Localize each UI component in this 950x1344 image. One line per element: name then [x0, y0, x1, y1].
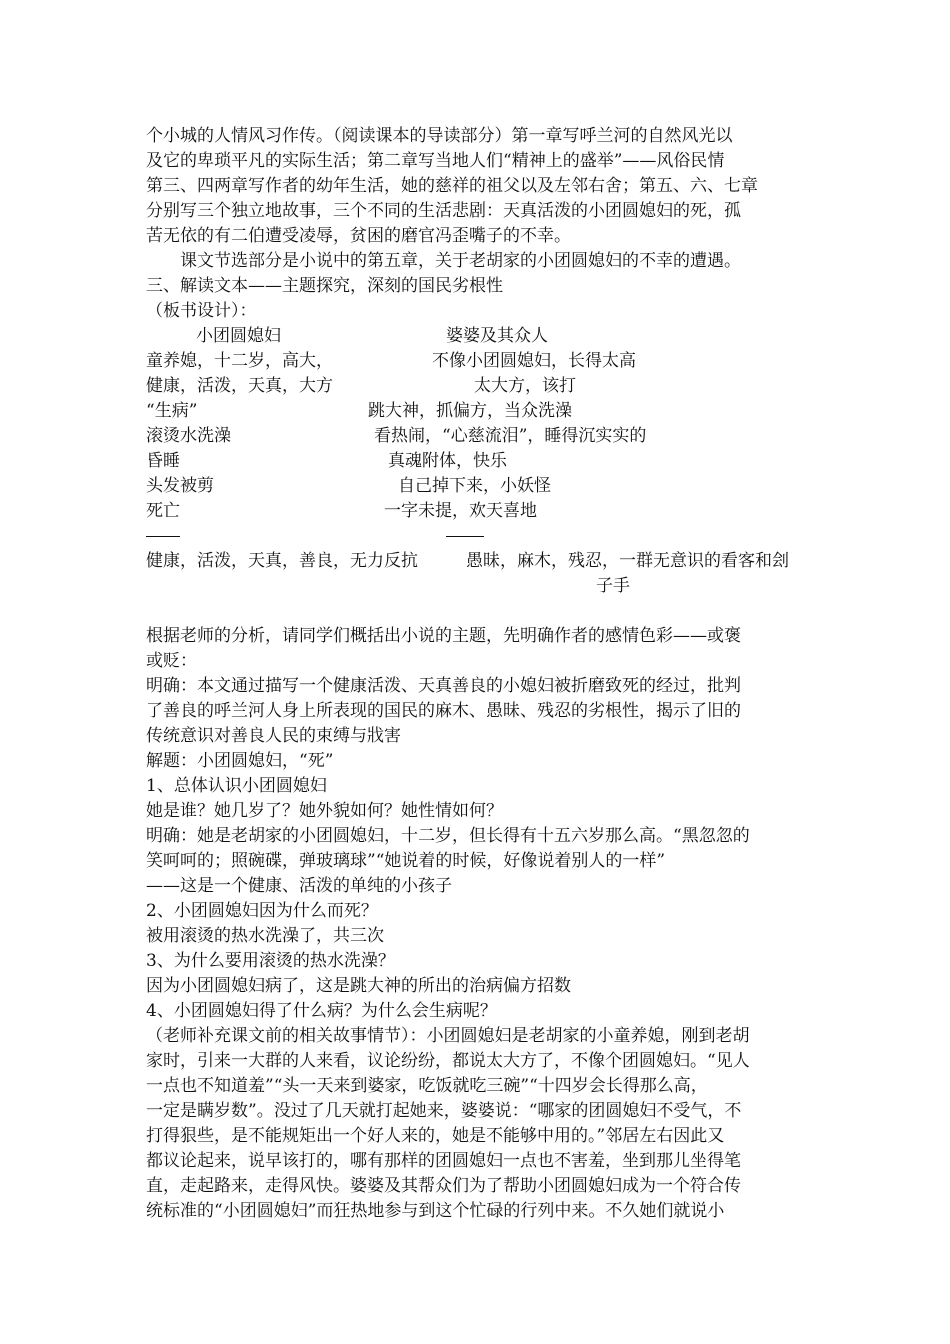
intro-line: 及它的卑琐平凡的实际生活；第二章写当地人们“精神上的盛举”——风俗民情 [146, 151, 725, 171]
right-cell: 一字未提，欢天喜地 [384, 501, 537, 521]
intro-line: 分别写三个独立地故事，三个不同的生活悲剧：天真活泼的小团圆媳妇的死，孤 [146, 201, 741, 221]
body-line: 解题：小团圆媳妇，“死” [146, 751, 334, 771]
body-line: 了善良的呼兰河人身上所表现的国民的麻木、愚昧、残忍的劣根性，揭示了旧的 [146, 701, 741, 721]
right-cell: 太大方，该打 [474, 376, 576, 396]
left-cell: 头发被剪 [146, 476, 214, 496]
left-column-header: 小团圆媳妇 [196, 326, 281, 346]
body-line: 她是谁？她几岁了？她外貌如何？她性情如何？ [146, 801, 503, 821]
body-line: 明确：她是老胡家的小团圆媳妇，十二岁，但长得有十五六岁那么高。“黑忽忽的 [146, 826, 750, 846]
right-cell: 跳大神，抓偏方，当众洗澡 [368, 401, 572, 421]
body-line: 一定是瞒岁数”。没过了几天就打起她来，婆婆说：“哪家的团圆媳妇不受气，不 [146, 1101, 742, 1121]
body-line: 因为小团圆媳妇病了，这是跳大神的所出的治病偏方招数 [146, 976, 571, 996]
body-line: 或贬： [146, 651, 197, 671]
body-line: 统标准的“小团圆媳妇”而狂热地参与到这个忙碌的行列中来。不久她们就说小 [146, 1201, 725, 1221]
left-summary: 健康，活泼，天真，善良，无力反抗 [146, 551, 418, 571]
body-line: 传统意识对善良人民的束缚与戕害 [146, 726, 401, 746]
intro-line: 第三、四两章写作者的幼年生活，她的慈祥的祖父以及左邻右舍；第五、六、七章 [146, 176, 758, 196]
right-divider [446, 536, 484, 537]
intro-line: 苦无依的有二伯遭受凌辱，贫困的磨官冯歪嘴子的不幸。 [146, 226, 571, 246]
right-summary: 愚昧，麻木，残忍，一群无意识的看客和刽 [466, 551, 789, 571]
body-line: 2、小团圆媳妇因为什么而死？ [146, 901, 378, 921]
section-heading: 三、解读文本——主题探究，深刻的国民劣根性 [146, 276, 503, 296]
right-cell: 看热闹，“心慈流泪”，睡得沉实实的 [374, 426, 647, 446]
body-line: 笑呵呵的；照碗碟，弹玻璃球”“她说着的时候，好像说着别人的一样” [146, 851, 666, 871]
body-line: 被用滚烫的热水洗澡了，共三次 [146, 926, 384, 946]
left-divider [146, 536, 180, 537]
body-line: 家时，引来一大群的人来看，议论纷纷，都说太大方了，不像个团圆媳妇。“见人 [146, 1051, 750, 1071]
right-cell: 不像小团圆媳妇，长得太高 [432, 351, 636, 371]
body-line: 直，走起路来，走得风快。婆婆及其帮众们为了帮助小团圆媳妇成为一个符合传 [146, 1176, 741, 1196]
body-line: 都议论起来，说早该打的，哪有那样的团圆媳妇一点也不害羞，坐到那儿坐得笔 [146, 1151, 741, 1171]
body-line: 4、小团圆媳妇得了什么病？为什么会生病呢？ [146, 1001, 497, 1021]
body-line: 1、总体认识小团圆媳妇 [146, 776, 327, 796]
body-line: 根据老师的分析，请同学们概括出小说的主题，先明确作者的感情色彩——或褒 [146, 626, 741, 646]
right-column-header: 婆婆及其众人 [446, 326, 548, 346]
body-line: 明确：本文通过描写一个健康活泼、天真善良的小媳妇被折磨致死的经过，批判 [146, 676, 741, 696]
body-line: 3、为什么要用滚烫的热水洗澡？ [146, 951, 395, 971]
left-cell: 死亡 [146, 501, 180, 521]
right-cell: 自己掉下来，小妖怪 [398, 476, 551, 496]
board-design-label: （板书设计）： [146, 301, 257, 321]
body-line: 一点也不知道羞”“头一天来到婆家，吃饭就吃三碗”“十四岁会长得那么高， [146, 1076, 708, 1096]
body-line: 打得狠些，是不能规矩出一个好人来的，她是不能够中用的。”邻居左右因此又 [146, 1126, 725, 1146]
left-cell: 健康，活泼，天真，大方 [146, 376, 333, 396]
body-line: （老师补充课文前的相关故事情节）：小团圆媳妇是老胡家的小童养媳，刚到老胡 [146, 1026, 750, 1046]
right-cell: 真魂附体，快乐 [388, 451, 507, 471]
right-summary-continued: 子手 [596, 576, 630, 596]
intro-line: 个小城的人情风习作传。（阅读课本的导读部分）第一章写呼兰河的自然风光以 [146, 126, 733, 146]
excerpt-paragraph: 课文节选部分是小说中的第五章，关于老胡家的小团圆媳妇的不幸的遭遇。 [180, 251, 741, 271]
left-cell: 童养媳，十二岁，高大， [146, 351, 333, 371]
left-cell: 昏睡 [146, 451, 180, 471]
left-cell: “生病” [146, 401, 198, 421]
body-line: ——这是一个健康、活泼的单纯的小孩子 [146, 876, 452, 896]
left-cell: 滚烫水洗澡 [146, 426, 231, 446]
